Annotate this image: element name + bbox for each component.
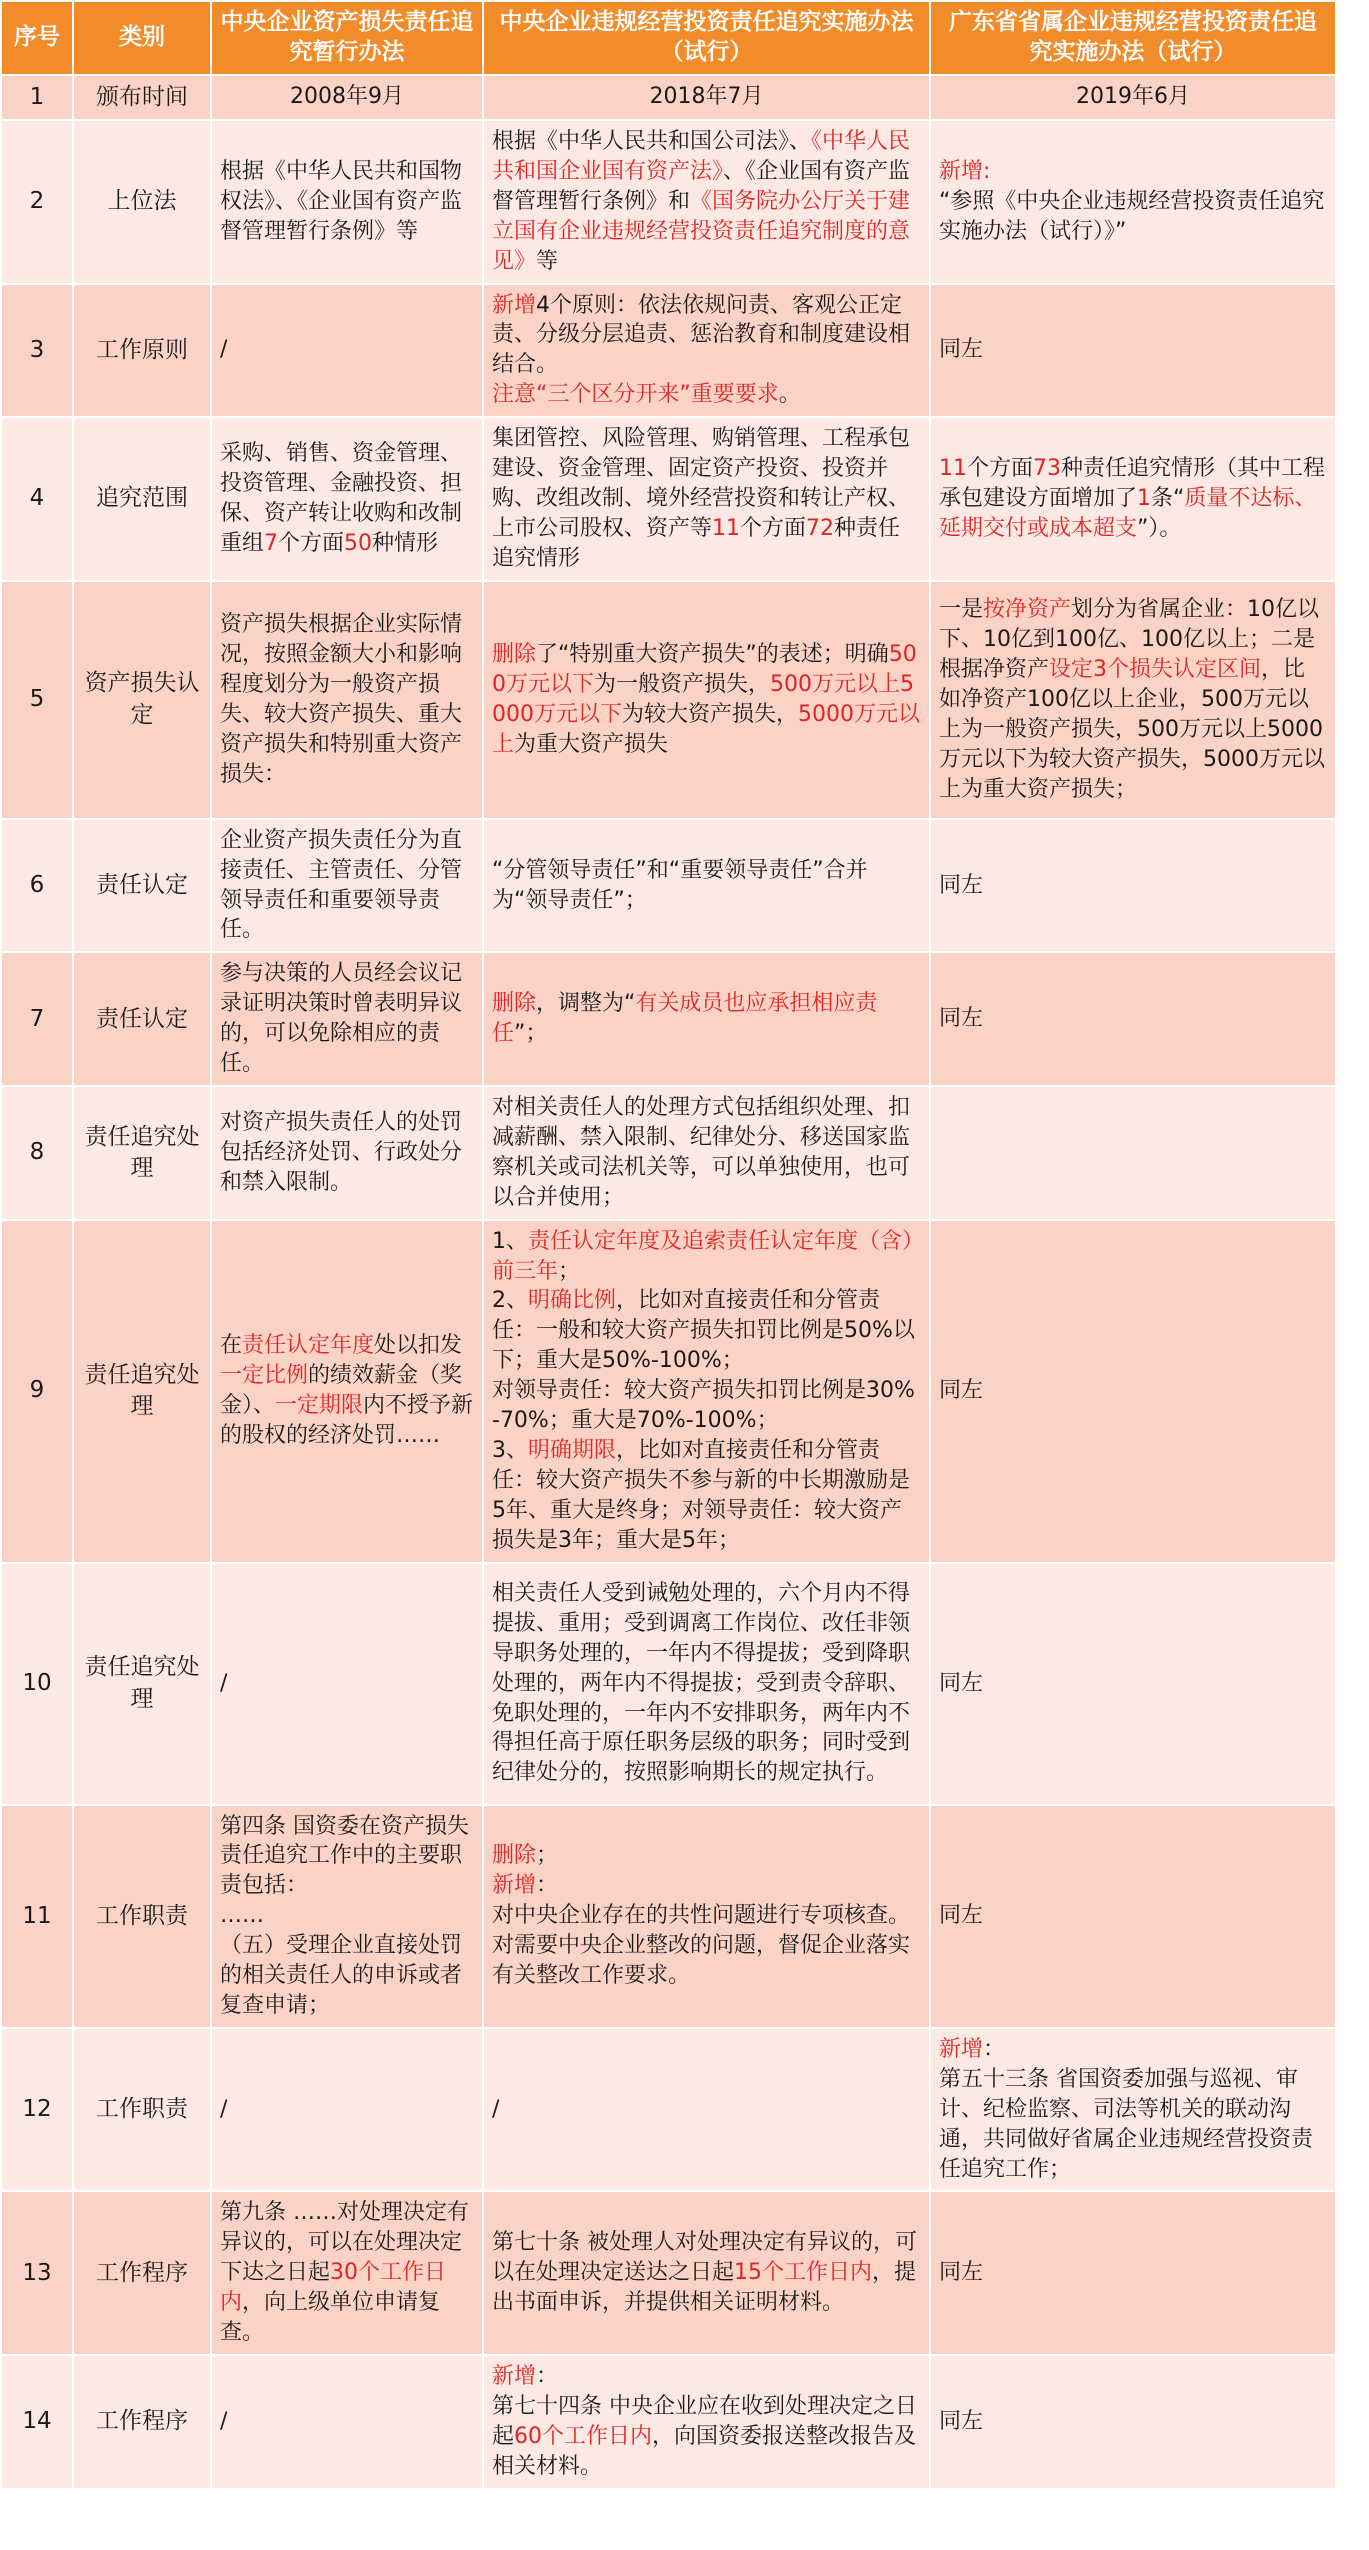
cell-text: ”）。	[1137, 515, 1182, 541]
cell-central-2008	[211, 120, 483, 284]
cell-text: 条“	[1151, 486, 1185, 512]
cell-line	[220, 826, 474, 946]
cell-text: 第五十三条 省国资委加强与巡视、审计、纪检监察、司法等机关的联动沟通，共同做好省属企业违规经营投资责任追究工作；	[939, 2066, 1314, 2182]
cell-text: 等	[536, 248, 559, 274]
table-row	[1, 2355, 1336, 2489]
cell-line	[492, 1579, 921, 1788]
cell-central-2018	[483, 2191, 930, 2355]
highlight-text: 明确期限	[528, 1437, 617, 1463]
cell-line	[492, 380, 921, 410]
cell-text: 处以扣发	[374, 1333, 463, 1359]
row-number: 8	[1, 1086, 73, 1220]
cell-central-2018	[483, 284, 930, 418]
table-row	[1, 1220, 1336, 1563]
cell-text: 对资产损失责任人的处罚包括经济处罚、行政处分和禁入限制。	[220, 1109, 463, 1195]
cell-line	[492, 989, 921, 1049]
cell-line	[492, 2392, 921, 2482]
table-row	[1, 417, 1336, 581]
cell-guangdong-2019	[930, 952, 1336, 1086]
cell-text: 内不授予新的股权的经济处罚……	[220, 1393, 474, 1448]
row-category: 追究范围	[73, 417, 211, 581]
cell-line	[492, 1901, 921, 1931]
cell-text: /	[492, 2096, 500, 2122]
row-number: 13	[1, 2191, 73, 2355]
cell-line	[939, 335, 1327, 365]
cell-text: /	[220, 2408, 228, 2434]
table-body	[1, 75, 1336, 2489]
cell-line	[220, 2095, 474, 2125]
cell-line	[492, 1841, 921, 1871]
cell-line	[492, 640, 921, 760]
cell-central-2008	[211, 1086, 483, 1220]
cell-central-2018	[483, 1563, 930, 1805]
row-category: 颁布时间	[73, 75, 211, 120]
cell-text: 一是	[939, 597, 984, 623]
cell-guangdong-2019	[930, 120, 1336, 284]
cell-line	[492, 82, 921, 112]
cell-line	[492, 424, 921, 574]
cell-line	[939, 2407, 1327, 2437]
cell-line	[939, 2065, 1327, 2185]
row-number: 7	[1, 952, 73, 1086]
cell-line	[939, 2035, 1327, 2065]
row-category: 责任追究处理	[73, 1086, 211, 1220]
cell-line	[492, 1931, 921, 1991]
cell-central-2008	[211, 581, 483, 819]
cell-guangdong-2019	[930, 1563, 1336, 1805]
row-number: 3	[1, 284, 73, 418]
table-row	[1, 1805, 1336, 2028]
cell-guangdong-2019	[930, 1220, 1336, 1563]
cell-guangdong-2019	[930, 417, 1336, 581]
highlight-text: 15个工作日内	[734, 2260, 873, 2286]
cell-line	[492, 1093, 921, 1213]
cell-line	[220, 157, 474, 247]
row-category: 工作职责	[73, 1805, 211, 2028]
row-number: 11	[1, 1805, 73, 2028]
cell-text: /	[220, 337, 228, 363]
highlight-text: 质量不达标、延期交付或成本超支	[939, 486, 1317, 541]
cell-line	[939, 2258, 1327, 2288]
cell-text: 第四条 国资委在资产损失责任追究工作中的主要职责包括：	[220, 1813, 469, 1899]
cell-line	[492, 2095, 921, 2125]
cell-central-2008	[211, 952, 483, 1086]
cell-text: ”；	[514, 1021, 548, 1047]
cell-text: 2008年9月	[290, 84, 404, 110]
cell-text: ，比如净资产100亿以上企业，500万元以上为一般资产损失，500万元以上5000万元以下为较大资产损失，5000万元以上为重大资产损失；	[939, 656, 1325, 802]
highlight-text: 责任认定年度及追索责任认定年度（含）前三年	[492, 1228, 914, 1284]
cell-line	[939, 1004, 1327, 1034]
cell-central-2018	[483, 1086, 930, 1220]
cell-text: /	[220, 1670, 228, 1696]
row-category: 责任认定	[73, 819, 211, 953]
cell-text: “参照《中央企业违规经营投资责任追究实施办法（试行）》”	[939, 188, 1325, 244]
cell-line	[220, 1331, 474, 1451]
cell-text: ：	[536, 2363, 559, 2389]
cell-text: 同左	[939, 337, 984, 363]
cell-line	[492, 2228, 921, 2318]
row-number: 1	[1, 75, 73, 120]
highlight-text: 73	[1033, 456, 1062, 482]
cell-text: ；	[558, 1258, 581, 1284]
cell-central-2008	[211, 2028, 483, 2192]
cell-central-2008	[211, 2191, 483, 2355]
row-category: 工作职责	[73, 2028, 211, 2192]
row-category: 工作程序	[73, 2191, 211, 2355]
row-category: 责任认定	[73, 952, 211, 1086]
cell-text: 为重大资产损失	[514, 731, 669, 757]
cell-text: 参与决策的人员经会议记录证明决策时曾表明异议的，可以免除相应的责任。	[220, 961, 463, 1077]
cell-text: ……	[220, 1903, 264, 1929]
cell-text: 了“特别重大资产损失”的表述；明确	[536, 641, 889, 667]
table-row	[1, 819, 1336, 953]
cell-text: 同左	[939, 1903, 984, 1929]
highlight-text: 11	[712, 515, 741, 541]
table-row	[1, 2191, 1336, 2355]
cell-text: ，提出书面申诉，并提供相关证明材料。	[492, 2260, 917, 2316]
cell-guangdong-2019	[930, 2191, 1336, 2355]
cell-central-2018	[483, 417, 930, 581]
cell-line	[220, 1108, 474, 1198]
row-category: 工作程序	[73, 2355, 211, 2489]
cell-text: 在	[220, 1333, 243, 1359]
table-row	[1, 75, 1336, 120]
cell-central-2008	[211, 75, 483, 120]
cell-text: 相关责任人受到诫勉处理的，六个月内不得提拔、重用；受到调离工作岗位、改任非领导职务处理的，一年内不得提拔；受到降职处理的，两年内不得提拔；受到责令辞职、免职处理的，一年内不安排职务，两年内不得担任高于原任职务层级的职务；同时受到纪律处分的，按照影响期长的规定执行。	[492, 1580, 911, 1786]
cell-text: 划分为省属企业：10亿以下、10亿到100亿、100亿以上；二是根据净资产	[939, 597, 1320, 682]
row-number: 5	[1, 581, 73, 819]
cell-text: 同左	[939, 1670, 984, 1696]
cell-line	[220, 610, 474, 789]
cell-guangdong-2019	[930, 2028, 1336, 2192]
cell-text: ，比如对直接责任和分管责任：一般和较大资产损失扣罚比例是50%以下；重大是50%-100%；	[492, 1288, 915, 1374]
cell-text: 集团管控、风险管理、购销管理、工程承包建设、资金管理、固定资产投资、投资并购、改组改制、境外经营投资和转让产权、上市公司股权、资产等	[492, 426, 911, 541]
cell-line	[939, 1376, 1327, 1406]
cell-line	[220, 959, 474, 1079]
header-guangdong-2019: 广东省省属企业违规经营投资责任追究实施办法（试行）	[930, 1, 1336, 75]
row-category: 上位法	[73, 120, 211, 284]
highlight-text: 删除	[492, 991, 537, 1017]
cell-guangdong-2019	[930, 2355, 1336, 2489]
highlight-text: 《中华人民共和国企业国有资产法》	[492, 129, 911, 184]
cell-guangdong-2019	[930, 819, 1336, 953]
cell-text: 企业资产损失责任分为直接责任、主管责任、分管领导责任和重要领导责任。	[220, 827, 463, 943]
cell-line	[939, 595, 1327, 804]
cell-text: ；	[536, 1843, 559, 1869]
cell-line	[220, 1931, 474, 2021]
table-row	[1, 1563, 1336, 1805]
cell-guangdong-2019	[930, 581, 1336, 819]
cell-guangdong-2019	[930, 1086, 1336, 1220]
cell-line	[492, 1227, 921, 1287]
cell-text: ，比如对直接责任和分管责任：较大资产损失不参与新的中长期激励是5年、重大是终身；对领导责任：较大资产损失是3年；重大是5年；	[492, 1437, 911, 1553]
cell-line	[939, 454, 1327, 544]
cell-line	[220, 1669, 474, 1699]
cell-text: 种情形	[372, 530, 439, 556]
highlight-text: 50	[344, 530, 373, 556]
cell-line	[492, 2362, 921, 2392]
cell-central-2008	[211, 1563, 483, 1805]
cell-line	[939, 871, 1327, 901]
cell-central-2018	[483, 1220, 930, 1563]
highlight-text: 新增	[492, 292, 537, 318]
cell-text: 4个原则：依法依规问责、客观公正定责、分级分层追责、惩治教育和制度建设相结合。	[492, 292, 911, 378]
cell-line	[492, 856, 921, 916]
cell-text: ，向上级单位申请复查。	[220, 2290, 441, 2346]
cell-text: 个方面	[967, 456, 1034, 482]
cell-line	[492, 127, 921, 277]
cell-text: 对相关责任人的处理方式包括组织处理、扣减薪酬、禁入限制、纪律处分、移送国家监察机关或司法机关等，可以单独使用，也可以合并使用；	[492, 1094, 911, 1210]
cell-line	[492, 1286, 921, 1376]
highlight-text: 一定期限	[275, 1393, 364, 1419]
cell-text: 第七十条 被处理人对处理决定有异议的，可以在处理决定送达之日起	[492, 2230, 917, 2286]
cell-text: 同左	[939, 1006, 984, 1032]
row-number: 10	[1, 1563, 73, 1805]
cell-line	[220, 82, 474, 112]
cell-central-2018	[483, 1805, 930, 2028]
cell-line	[220, 439, 474, 559]
cell-central-2018	[483, 75, 930, 120]
table-row	[1, 2028, 1336, 2192]
cell-text: 对领导责任：较大资产损失扣罚比例是30%-70%；重大是70%-100%；	[492, 1378, 915, 1434]
cell-central-2018	[483, 952, 930, 1086]
highlight-text: 新增	[492, 1873, 537, 1899]
header-category: 类别	[73, 1, 211, 75]
cell-text: ：	[536, 1873, 559, 1899]
highlight-text: 1	[1137, 486, 1152, 512]
highlight-text: 新增	[492, 2363, 537, 2389]
row-category: 责任追究处理	[73, 1563, 211, 1805]
cell-line	[220, 2407, 474, 2437]
cell-line	[939, 1669, 1327, 1699]
header-row	[1, 1, 1336, 75]
highlight-text: 11	[939, 456, 967, 482]
cell-text: 2018年7月	[649, 84, 764, 110]
cell-text: 种责任追究情形（其中工程承包建设方面增加了	[939, 456, 1326, 512]
cell-text: （五）受理企业直接处罚的相关责任人的申诉或者复查申请；	[220, 1933, 463, 2019]
cell-text: 3、	[492, 1437, 528, 1463]
cell-central-2008	[211, 417, 483, 581]
cell-text: 同左	[939, 1378, 984, 1404]
cell-text: 同左	[939, 2260, 984, 2286]
highlight-text: 7	[264, 530, 279, 556]
cell-text: 第七十四条 中央企业应在收到处理决定之日起	[492, 2393, 917, 2449]
cell-text: 、《企业国有资产监督管理暂行条例》和	[492, 158, 911, 214]
cell-line	[492, 1376, 921, 1436]
cell-central-2018	[483, 2355, 930, 2489]
cell-central-2008	[211, 284, 483, 418]
row-category: 资产损失认定	[73, 581, 211, 819]
row-number: 6	[1, 819, 73, 953]
cell-text: 根据《中华人民共和国公司法》、	[492, 129, 812, 155]
cell-guangdong-2019	[930, 284, 1336, 418]
cell-line	[492, 291, 921, 381]
cell-text: 个方面	[278, 530, 345, 556]
highlight-text: 5000万元以上	[492, 701, 921, 757]
cell-text: 2、	[492, 1288, 528, 1314]
cell-central-2018	[483, 581, 930, 819]
cell-text: ，向国资委报送整改报告及相关材料。	[492, 2423, 917, 2479]
cell-central-2008	[211, 1220, 483, 1563]
cell-central-2018	[483, 819, 930, 953]
cell-text: 的绩效薪金（奖金）、	[220, 1363, 463, 1419]
cell-text: 同左	[939, 872, 984, 898]
cell-line	[939, 157, 1327, 187]
cell-line	[220, 335, 474, 365]
highlight-text: 删除	[492, 1843, 537, 1869]
row-number: 2	[1, 120, 73, 284]
header-no: 序号	[1, 1, 73, 75]
cell-text: 个方面	[740, 515, 807, 541]
cell-line	[492, 1436, 921, 1556]
highlight-text: 责任认定年度	[242, 1333, 375, 1359]
cell-text: 2019年6月	[1076, 84, 1190, 110]
cell-text: ：	[983, 2036, 1006, 2062]
highlight-text: 一定比例	[220, 1363, 309, 1389]
highlight-text: 《国务院办公厅关于建立国有企业违规经营投资责任追究制度的意见》	[492, 188, 911, 274]
table-row	[1, 120, 1336, 284]
highlight-text: 72	[806, 515, 835, 541]
cell-guangdong-2019	[930, 1805, 1336, 2028]
highlight-text: 删除	[492, 641, 537, 667]
highlight-text: 500万元以下	[492, 641, 917, 697]
highlight-text: 有关成员也应承担相应责任	[492, 991, 878, 1047]
cell-text: 同左	[939, 2408, 984, 2434]
highlight-text: 500万元以上5000万元以下	[492, 671, 915, 727]
cell-text: 为较大资产损失，	[622, 701, 799, 727]
cell-text: 为一般资产损失，	[594, 671, 771, 697]
cell-text: 对需要中央企业整改的问题，督促企业落实有关整改工作要求。	[492, 1933, 911, 1989]
table-row	[1, 284, 1336, 418]
highlight-text: 60个工作日内	[514, 2423, 653, 2449]
cell-guangdong-2019	[930, 75, 1336, 120]
cell-text: 根据《中华人民共和国物权法》、《企业国有资产监督管理暂行条例》等	[220, 158, 463, 244]
cell-line	[492, 1871, 921, 1901]
cell-central-2008	[211, 1805, 483, 2028]
cell-text: “分管领导责任”和“重要领导责任”合并为“领导责任”；	[492, 857, 868, 913]
cell-text: /	[220, 2096, 228, 2122]
table-row	[1, 952, 1336, 1086]
highlight-text: 设定3个损失认定区间	[1049, 656, 1262, 682]
cell-text: 对中央企业存在的共性问题进行专项核查。	[492, 1903, 911, 1929]
row-category: 工作原则	[73, 284, 211, 418]
cell-central-2008	[211, 2355, 483, 2489]
row-number: 12	[1, 2028, 73, 2192]
highlight-text: 新增	[939, 2036, 984, 2062]
row-category: 责任追究处理	[73, 1220, 211, 1563]
cell-text: 1、	[492, 1228, 528, 1254]
row-number: 14	[1, 2355, 73, 2489]
highlight-text: 注意“三个区分开来”重要要求	[492, 382, 779, 408]
cell-line	[939, 82, 1327, 112]
row-number: 4	[1, 417, 73, 581]
cell-line	[220, 1812, 474, 1902]
highlight-text: 新增:	[939, 158, 991, 184]
table-row	[1, 581, 1336, 819]
highlight-text: 30个工作日内	[220, 2260, 447, 2316]
cell-text: 种责任追究情形	[492, 515, 901, 571]
table-row	[1, 1086, 1336, 1220]
cell-central-2018	[483, 2028, 930, 2192]
cell-line	[939, 1901, 1327, 1931]
cell-central-2018	[483, 120, 930, 284]
cell-central-2008	[211, 819, 483, 953]
cell-text: 第九条 ……对处理决定有异议的，可以在处理决定下达之日起	[220, 2200, 469, 2286]
header-central-2018: 中央企业违规经营投资责任追究实施办法（试行）	[483, 1, 930, 75]
cell-line	[220, 1901, 474, 1931]
highlight-text: 按净资产	[983, 597, 1072, 623]
cell-text: ，调整为“	[536, 991, 636, 1017]
highlight-text: 明确比例	[528, 1288, 617, 1314]
cell-text: 采购、销售、资金管理、投资管理、金融投资、担保、资产转让收购和改制重组	[220, 441, 463, 556]
cell-text: 。	[778, 382, 801, 408]
header-central-2008: 中央企业资产损失责任追究暂行办法	[211, 1, 483, 75]
row-number: 9	[1, 1220, 73, 1563]
cell-line	[220, 2198, 474, 2348]
cell-line	[939, 187, 1327, 247]
cell-text: 资产损失根据企业实际情况，按照金额大小和影响程度划分为一般资产损失、较大资产损失、重大资产损失和特别重大资产损失：	[220, 612, 463, 787]
